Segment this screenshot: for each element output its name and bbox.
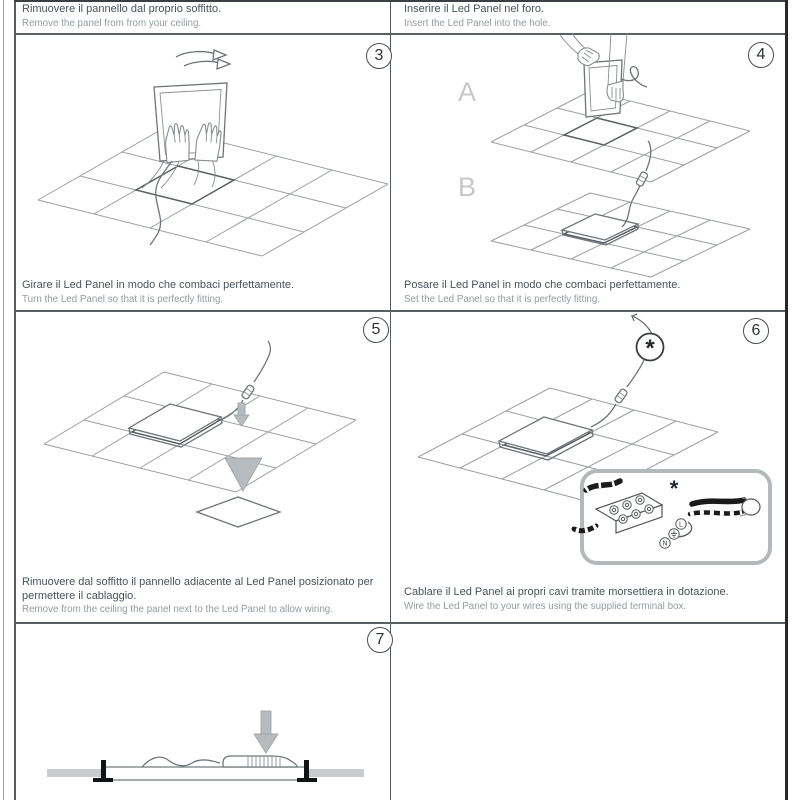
caption-step7-italian-line2: permettere il cablaggio. [22,589,137,602]
removed-ceiling-tile [197,497,280,527]
caption-step3-english: Remove the panel from from your ceiling. [22,17,202,29]
cable-sheath [742,499,760,515]
sub-figure-label-b: B [458,172,477,202]
caption-step6 [404,279,772,306]
caption-step7 [22,576,390,616]
ceiling-section [47,769,104,777]
outer-left-border [3,0,4,800]
caption-step5-english: Turn the Led Panel so that it is perfectly fitting. [22,293,224,305]
step-number-4: 4 [756,46,766,63]
ceiling-hole [136,166,234,204]
terminal-label-n [660,538,670,548]
caption-wiring-italian: Cablare il Led Panel ai propri cavi tramite morsettiera in dotazione. [404,586,729,598]
asterisk-badge [637,334,664,363]
power-cable [142,757,220,767]
caption-step7-italian-line1: Rimuovere dal soffitto il pannello adiacente al Led Panel posizionato per [22,576,374,588]
caption-step7-english: Remove from the ceiling the panel next to the Led Panel to allow wiring. [22,604,333,615]
ceiling-grid [44,372,356,492]
big-down-arrow-icon [225,458,262,491]
small-down-arrow-icon [234,403,249,426]
step-number-5: 5 [371,321,381,338]
striped-wire [690,512,742,514]
inset-asterisk-symbol: * [669,476,679,501]
figure-step7-illustration [14,622,390,800]
caption-wiring [404,586,772,613]
step-number-3: 3 [374,47,384,64]
sub-figure-label-a: A [458,77,477,107]
caption-step6-english: Set the Led Panel so that it is perfectly fitting. [404,293,601,305]
figure-step6-illustration [390,310,785,580]
ceiling-hole [564,118,637,145]
cable-connector [636,171,649,187]
figure-step3-illustration [14,33,390,280]
svg-text:L: L [679,521,683,529]
power-cable [591,404,616,427]
figure-step5-illustration [14,310,390,580]
power-cable [621,67,647,87]
hand-icon [560,33,599,66]
right-border [785,0,788,800]
asterisk-symbol: * [645,335,655,362]
figure-step4-illustration [390,33,785,280]
led-driver-box [223,756,297,767]
svg-text:N: N [662,540,668,548]
mains-wire [692,500,744,504]
caption-step6-italian: Posare il Led Panel in modo che combaci perfettamente. [404,279,681,291]
power-cable [254,341,270,382]
press-down-arrow-icon [254,711,278,753]
led-panel [102,767,308,780]
cable-connector [241,384,255,399]
caption-step5 [22,279,390,306]
power-cable [627,360,644,387]
caption-step3-italian: Rimuovere il pannello dal proprio soffitto. [22,3,222,15]
step-number-6: 6 [751,322,761,339]
top-border [14,0,785,2]
caption-step4-english: Insert the Led Panel into the hole. [404,17,551,29]
caption-step4 [404,3,772,30]
caption-step5-italian: Girare il Led Panel in modo che combaci perfettamente. [22,279,295,291]
caption-step4-italian: Inserire il Led Panel nel foro. [404,3,545,15]
ceiling-section [307,769,364,777]
rotation-arrow-icon [176,50,230,69]
caption-wiring-english: Wire the Led Panel to your wires using the supplied terminal box. [404,600,687,612]
terminal-label-earth [669,529,679,539]
terminal-label-l [676,519,686,529]
ceiling-grid [491,193,750,277]
step-number-7: 7 [375,631,385,648]
cable-arrow-tip [632,314,652,334]
terminal-box-inset [574,471,770,563]
caption-step3 [22,3,390,30]
cable-connector [614,388,628,403]
